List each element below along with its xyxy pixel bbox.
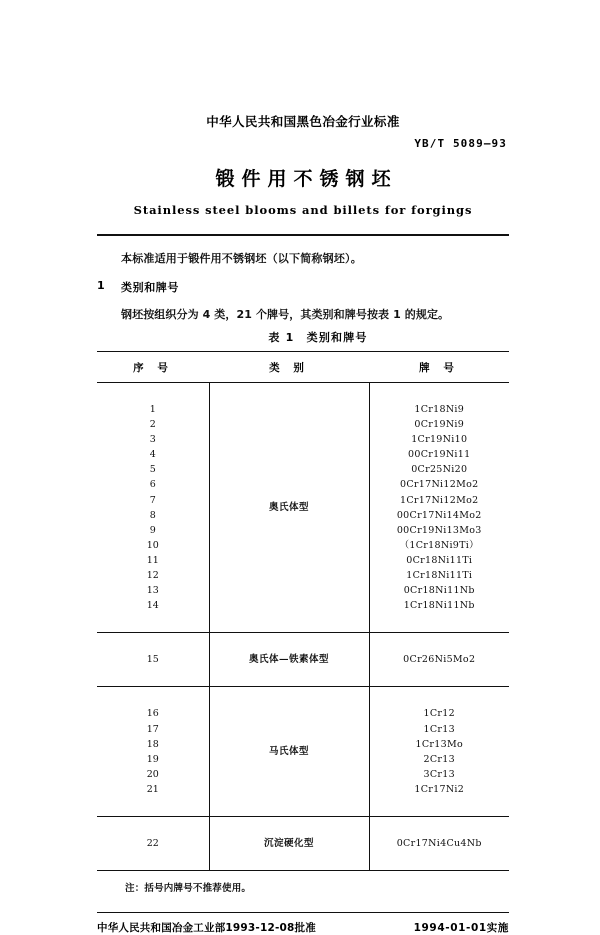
clause-1-number: 1 [97, 279, 105, 292]
cell-sequence-number: 16 [97, 706, 209, 721]
cell-sequence-number: 17 [97, 722, 209, 737]
column-header-no: 序 号 [97, 352, 209, 383]
standard-number: YB/T 5089—93 [414, 137, 507, 150]
cell-grade: 1Cr13 [423, 723, 455, 735]
cell-grade [369, 383, 509, 403]
cell-grade: 2Cr13 [423, 753, 455, 765]
column-header-grade: 牌 号 [369, 352, 509, 383]
cell-grade: 0Cr18Ni11Ti [406, 554, 473, 566]
cell-grade: 1Cr18Ni11Ti [406, 570, 473, 582]
cell-grade: 1Cr12 [423, 708, 455, 720]
scope-paragraph: 本标准适用于锻件用不锈钢坯（以下简称钢坯）。 [121, 252, 362, 265]
cell-grade: 0Cr26Ni5Mo2 [403, 654, 476, 666]
cell-sequence-number: 2 [97, 417, 209, 432]
cell-sequence-number: 5 [97, 462, 209, 477]
cell-grade: 1Cr18Ni9 [414, 404, 465, 415]
cell-grade [369, 687, 509, 707]
cell-sequence-number: 15 [97, 652, 209, 667]
clause-1-paragraph: 钢坯按组织分为 4 类，21 个牌号，其类别和牌号按表 1 的规定。 [121, 308, 450, 321]
issuing-body-heading: 中华人民共和国黑色冶金行业标准 [206, 114, 400, 129]
effective-date: 1994-01-01实施 [413, 922, 509, 935]
clause-1-title: 类别和牌号 [121, 281, 179, 294]
cell-sequence-number: 3 [97, 432, 209, 447]
cell-sequence-number: 13 [97, 583, 209, 598]
cell-sequence-number: 6 [97, 477, 209, 492]
cell-sequence-number [97, 667, 209, 687]
table-header-row [97, 352, 509, 383]
cell-sequence-number [97, 687, 209, 707]
cell-grade: 1Cr17Ni12Mo2 [400, 494, 479, 506]
footer [97, 920, 509, 935]
cell-grade: 0Cr19Ni9 [414, 419, 465, 431]
cell-grade: 0Cr17Ni4Cu4Nb [396, 837, 482, 849]
grades-table-container [97, 351, 509, 871]
table-caption: 表 1 类别和牌号 [268, 331, 368, 344]
table-note: 注：括号内牌号不推荐使用。 [125, 883, 252, 895]
cell-sequence-number: 1 [97, 402, 209, 417]
table-row [97, 816, 509, 836]
header-divider [97, 234, 509, 236]
cell-sequence-number: 21 [97, 782, 209, 797]
cell-grade: 00Cr17Ni14Mo2 [396, 509, 482, 521]
cell-sequence-number: 8 [97, 508, 209, 523]
cell-category: 奥氏体型 [209, 383, 369, 633]
column-header-category: 类 别 [209, 352, 369, 383]
approval-statement: 中华人民共和国冶金工业部1993-12-08批准 [97, 922, 316, 935]
table-row [97, 687, 509, 707]
page-content [97, 0, 509, 935]
cell-grade: 1Cr18Ni11Nb [403, 600, 475, 612]
cell-grade [369, 851, 509, 870]
cell-sequence-number: 20 [97, 767, 209, 782]
cell-grade: 3Cr13 [423, 768, 455, 780]
cell-category: 沉淀硬化型 [209, 816, 369, 870]
table-row [97, 383, 509, 403]
cell-grade: 0Cr18Ni11Nb [403, 585, 475, 597]
table-body [97, 383, 509, 871]
cell-sequence-number: 18 [97, 737, 209, 752]
cell-grade: 0Cr17Ni12Mo2 [400, 479, 479, 491]
cell-category: 奥氏体—铁素体型 [209, 633, 369, 687]
page-title: 锻件用不锈钢坯 [215, 168, 398, 190]
cell-grade: 0Cr25Ni20 [411, 464, 468, 476]
cell-grade: 1Cr19Ni10 [411, 434, 468, 446]
cell-grade [369, 797, 509, 817]
page-title-english: Stainless steel blooms and billets for forgings [133, 203, 473, 217]
cell-sequence-number: 7 [97, 493, 209, 508]
grades-table [97, 352, 509, 870]
cell-grade [369, 667, 509, 687]
cell-sequence-number: 10 [97, 538, 209, 553]
cell-category: 马氏体型 [209, 687, 369, 817]
cell-sequence-number [97, 797, 209, 817]
footer-divider [97, 912, 509, 913]
table-header [97, 352, 509, 383]
cell-grade: 00Cr19Ni13Mo3 [396, 524, 482, 536]
cell-sequence-number [97, 383, 209, 403]
cell-sequence-number: 11 [97, 553, 209, 568]
cell-sequence-number [97, 613, 209, 633]
cell-sequence-number: 12 [97, 568, 209, 583]
cell-sequence-number: 22 [97, 836, 209, 851]
cell-sequence-number: 9 [97, 523, 209, 538]
cell-sequence-number [97, 633, 209, 653]
cell-grade [369, 633, 509, 653]
cell-sequence-number [97, 816, 209, 836]
cell-grade: 1Cr13Mo [415, 738, 463, 750]
clause-1-heading [97, 279, 509, 295]
cell-grade [369, 613, 509, 633]
cell-grade: 00Cr19Ni11 [408, 449, 471, 461]
table-row [97, 633, 509, 653]
cell-grade: （1Cr18Ni9Ti） [399, 539, 479, 551]
cell-sequence-number [97, 851, 209, 870]
cell-grade [369, 816, 509, 836]
cell-sequence-number: 14 [97, 598, 209, 613]
cell-sequence-number: 4 [97, 447, 209, 462]
cell-sequence-number: 19 [97, 752, 209, 767]
cell-grade: 1Cr17Ni2 [414, 783, 465, 795]
